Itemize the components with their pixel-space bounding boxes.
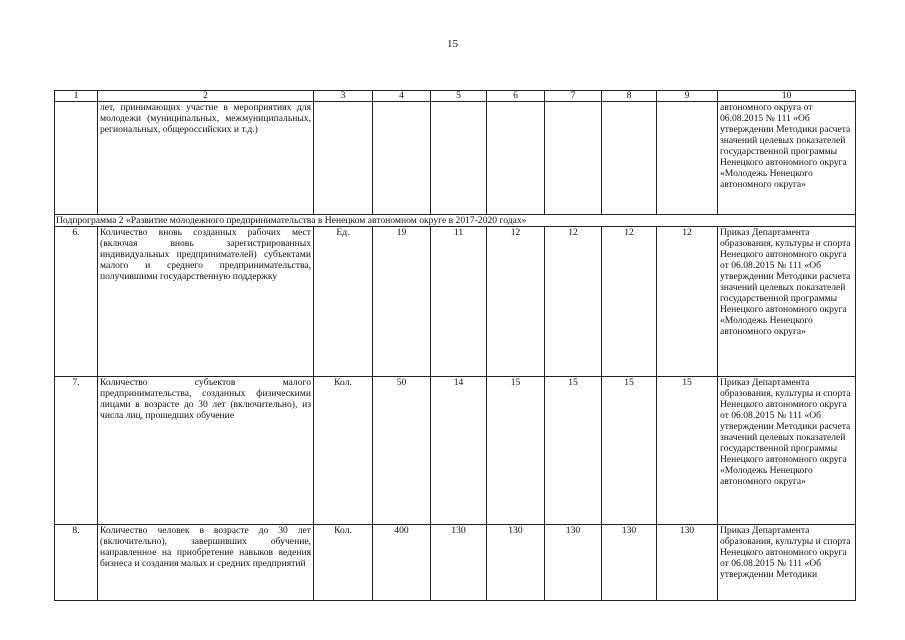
table-row	[55, 227, 856, 377]
table-row-continuation	[55, 102, 856, 215]
value-cell: 130	[602, 525, 657, 601]
column-header: 5	[431, 91, 487, 102]
column-header: 1	[55, 91, 98, 102]
page-number: 15	[447, 38, 458, 50]
table-row	[55, 525, 856, 601]
row-number: 8.	[55, 525, 98, 601]
basis-text: Приказ Департамента образования, культуры и спорта Ненецкого автономного округа от 06.08.2015 № 111 «Об утверждении Методики	[718, 525, 856, 601]
value-cell: 15	[602, 377, 657, 525]
unit-cell: Кол.	[314, 525, 373, 601]
row-number: 7.	[55, 377, 98, 525]
column-header: 3	[314, 91, 373, 102]
indicator-text: лет, принимающих участие в мероприятиях для молодежи (муниципальных, межмуниципальных, региональных, общероссийских и т.д.)	[98, 102, 314, 215]
value-cell: 130	[431, 525, 487, 601]
column-header: 10	[718, 91, 856, 102]
column-header-row	[55, 91, 856, 102]
column-header: 6	[487, 91, 545, 102]
column-header: 2	[98, 91, 314, 102]
value-cell: 50	[373, 377, 431, 525]
basis-text: Приказ Департамента образования, культуры и спорта Ненецкого автономного округа от 06.08.2015 № 111 «Об утверждении Методики расчета значений целевых показателей государственной программы Ненецкого автономного округа «Молодежь Ненецкого автономного округа»	[718, 227, 856, 377]
value-cell: 400	[373, 525, 431, 601]
indicators-table	[54, 90, 856, 601]
table-row	[55, 377, 856, 525]
value-cell: 130	[487, 525, 545, 601]
column-header: 8	[602, 91, 657, 102]
value-cell: 15	[657, 377, 718, 525]
value-cell: 12	[545, 227, 602, 377]
value-cell: 12	[657, 227, 718, 377]
value-cell: 130	[657, 525, 718, 601]
value-cell: 12	[487, 227, 545, 377]
column-header: 9	[657, 91, 718, 102]
column-header: 7	[545, 91, 602, 102]
basis-text: Приказ Департамента образования, культуры и спорта Ненецкого автономного округа от 06.08.2015 № 111 «Об утверждении Методики расчета значений целевых показателей государственной программы Ненецкого автономного округа «Молодежь Ненецкого автономного округа»	[718, 377, 856, 525]
value-cell: 15	[487, 377, 545, 525]
indicator-text: Количество вновь созданных рабочих мест (включая вновь зарегистрированных индивидуальных предпринимателей) субъектами малого и среднего предпринимательства, получившими государственную поддержку	[98, 227, 314, 377]
column-header: 4	[373, 91, 431, 102]
unit-cell: Кол.	[314, 377, 373, 525]
value-cell: 14	[431, 377, 487, 525]
value-cell: 12	[602, 227, 657, 377]
row-number	[55, 102, 98, 215]
value-cell: 15	[545, 377, 602, 525]
value-cell: 11	[431, 227, 487, 377]
value-cell: 130	[545, 525, 602, 601]
indicator-text: Количество человек в возрасте до 30 лет (включительно), завершивших обучение, направленное на приобретение навыков ведения бизнеса и создания малых и средних предприятий	[98, 525, 314, 601]
indicator-text: Количество субъектов малого предпринимательства, созданных физическими лицами в возрасте до 30 лет (включительно), из числа лиц, прошедших обучение	[98, 377, 314, 525]
unit-cell: Ед.	[314, 227, 373, 377]
value-cell: 19	[373, 227, 431, 377]
basis-text: автономного округа от 06.08.2015 № 111 «Об утверждении Методики расчета значений целевых показателей государственной программы Ненецкого автономного округа «Молодежь Ненецкого автономного округа»	[718, 102, 856, 215]
subprogram-row	[55, 215, 856, 227]
row-number: 6.	[55, 227, 98, 377]
subprogram-title: Подпрограмма 2 «Развитие молодежного предпринимательства в Ненецком автономном округе в 2017-2020 годах»	[55, 215, 856, 227]
